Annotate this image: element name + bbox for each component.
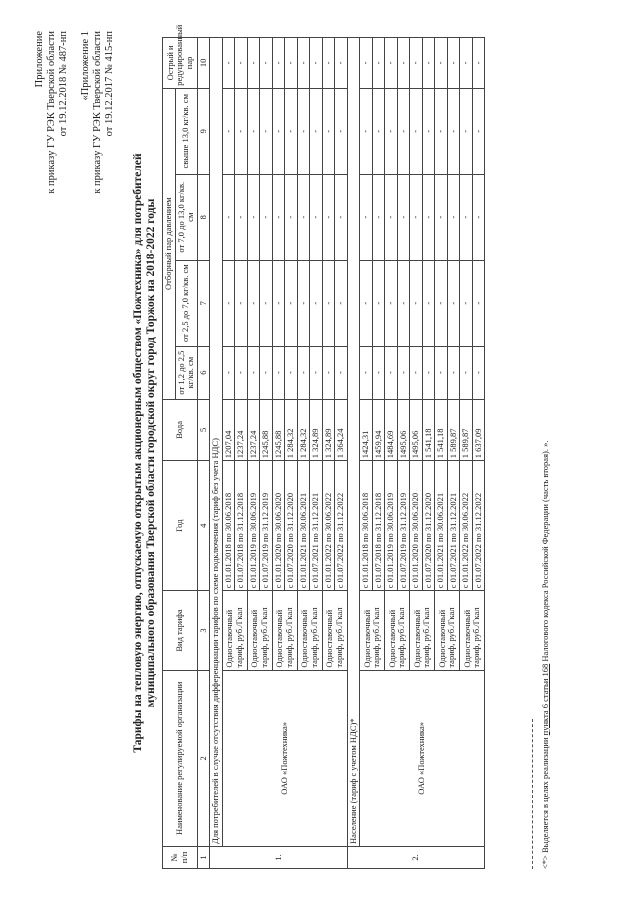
period: с 01.01.2019 по 30.06.2019 (385, 460, 398, 590)
dash-cell: - (297, 260, 310, 346)
dash-cell: - (422, 346, 435, 399)
dash-cell: - (447, 346, 460, 399)
dash-cell: - (322, 260, 335, 346)
title-line: муниципального образования Тверской области городской округ город Торжок на 2018-2022 годы (145, 198, 157, 707)
col-num: № п/п (163, 846, 198, 868)
dash-cell: - (335, 88, 348, 174)
column-number: 7 (197, 260, 210, 346)
col-steam-4: свыше 13,0 кг/кв. см (175, 88, 197, 174)
column-number: 3 (197, 590, 210, 669)
period: с 01.01.2020 по 30.06.2020 (272, 460, 285, 590)
dash-cell: - (235, 346, 248, 399)
dash-cell: - (247, 174, 260, 260)
col-acute-steam: Острый и редуцированный пар (163, 37, 198, 88)
dash-cell: - (322, 346, 335, 399)
water-value: 1237,24 (247, 399, 260, 461)
dash-cell: - (372, 88, 385, 174)
water-value: 1 541,18 (435, 399, 448, 461)
dash-cell: - (447, 174, 460, 260)
tariff-type: Одноставочный тариф, руб./Гкал (322, 590, 347, 669)
col-steam-3: от 7,0 до 13,0 кг/кв. см (175, 174, 197, 260)
footnote (540, 440, 550, 868)
dash-cell: - (335, 346, 348, 399)
dash-cell: - (447, 88, 460, 174)
dash-cell: - (272, 346, 285, 399)
water-value: 1 589,87 (447, 399, 460, 461)
dash-cell: - (322, 88, 335, 174)
dash-cell: - (410, 37, 423, 88)
appendix-line: «Приложение 1 (80, 30, 91, 100)
period: с 01.07.2021 по 31.12.2021 (447, 460, 460, 590)
appendix-line: к приказу ГУ РЭК Тверской области (92, 30, 103, 194)
dash-cell: - (422, 37, 435, 88)
dash-cell: - (297, 88, 310, 174)
dash-cell: - (410, 174, 423, 260)
tariff-type: Одноставочный тариф, руб./Гкал (410, 590, 435, 669)
dash-cell: - (322, 37, 335, 88)
appendix-line: к приказу ГУ РЭК Тверской области (46, 30, 57, 194)
dash-cell: - (410, 88, 423, 174)
dash-cell: - (335, 174, 348, 260)
tariff-type: Одноставочный тариф, руб./Гкал (460, 590, 485, 669)
col-water: Вода (163, 399, 198, 461)
dash-cell: - (310, 37, 323, 88)
dash-cell: - (235, 174, 248, 260)
period: с 01.01.2022 по 30.06.2022 (460, 460, 473, 590)
dash-cell: - (385, 346, 398, 399)
dash-cell: - (297, 174, 310, 260)
org-name: ОАО «Пожтехника» (222, 670, 347, 846)
water-value: 1 324,89 (310, 399, 323, 461)
dash-cell: - (285, 260, 298, 346)
dash-cell: - (460, 37, 473, 88)
appendix-header (34, 31, 116, 194)
period: с 01.01.2021 по 30.06.2021 (435, 460, 448, 590)
period: с 01.01.2021 по 30.06.2021 (297, 460, 310, 590)
dash-cell: - (410, 260, 423, 346)
dash-cell: - (360, 174, 373, 260)
appendix-line: Приложение (34, 30, 45, 87)
dash-cell: - (435, 88, 448, 174)
tariff-type: Одноставочный тариф, руб./Гкал (247, 590, 272, 669)
dash-cell: - (272, 174, 285, 260)
period: с 01.07.2022 по 31.12.2022 (335, 460, 348, 590)
dash-cell: - (360, 37, 373, 88)
dash-cell: - (247, 260, 260, 346)
dash-cell: - (222, 174, 235, 260)
dash-cell: - (222, 88, 235, 174)
org-name: ОАО «Пожтехника» (360, 670, 485, 846)
dash-cell: - (297, 346, 310, 399)
column-number: 9 (197, 88, 210, 174)
water-value: 1 541,18 (422, 399, 435, 461)
title-line: Тарифы на тепловую энергию, отпускаемую открытым акционерным обществом «Пожтехника» для потребителей (132, 152, 144, 753)
dash-cell: - (235, 37, 248, 88)
tariff-type: Одноставочный тариф, руб./Гкал (297, 590, 322, 669)
col-steam-group: Отборный пар давлением (163, 88, 176, 399)
water-value: 1484,69 (385, 399, 398, 461)
dash-cell: - (285, 346, 298, 399)
col-steam-2: от 2,5 до 7,0 кг/кв. см (175, 260, 197, 346)
dash-cell: - (335, 37, 348, 88)
column-number: 8 (197, 174, 210, 260)
column-number: 6 (197, 346, 210, 399)
water-value: 1 324,89 (322, 399, 335, 461)
column-number: 1 (197, 846, 210, 868)
water-value: 1 589,87 (460, 399, 473, 461)
dash-cell: - (222, 260, 235, 346)
dash-cell: - (222, 346, 235, 399)
dash-cell: - (260, 37, 273, 88)
water-value: 1237,24 (235, 399, 248, 461)
section-number: 2. (347, 846, 485, 868)
dash-cell: - (247, 88, 260, 174)
period: с 01.07.2019 по 31.12.2019 (260, 460, 273, 590)
dash-cell: - (472, 88, 485, 174)
dash-cell: - (435, 346, 448, 399)
col-org: Наименование регулируемой организации (163, 670, 198, 846)
dash-cell: - (385, 37, 398, 88)
dash-cell: - (372, 174, 385, 260)
dash-cell: - (235, 260, 248, 346)
water-value: 1 364,24 (335, 399, 348, 461)
dash-cell: - (397, 37, 410, 88)
rotated-sheet (20, 13, 620, 893)
dash-cell: - (222, 37, 235, 88)
dash-cell: - (372, 37, 385, 88)
appendix-line: от 19.12.2017 № 415-нп (104, 30, 115, 136)
water-value: 1207,04 (222, 399, 235, 461)
appendix-line: от 19.12.2018 № 487-нп (58, 30, 69, 136)
water-value: 1495,06 (397, 399, 410, 461)
water-value: 1 284,32 (285, 399, 298, 461)
dash-cell: - (435, 260, 448, 346)
dash-cell: - (472, 174, 485, 260)
dash-cell: - (397, 346, 410, 399)
dash-cell: - (422, 174, 435, 260)
dash-cell: - (372, 346, 385, 399)
section-row (210, 37, 223, 868)
dash-cell: - (272, 260, 285, 346)
period: с 01.01.2019 по 30.06.2019 (247, 460, 260, 590)
footnote-text: <*> Выделяется в целях реализации (540, 734, 550, 869)
dash-cell: - (335, 260, 348, 346)
dash-cell: - (385, 174, 398, 260)
period: с 01.07.2022 по 31.12.2022 (472, 460, 485, 590)
water-value: 1245,88 (260, 399, 273, 461)
dash-cell: - (260, 260, 273, 346)
column-number-row (197, 37, 210, 868)
dash-cell: - (472, 346, 485, 399)
dash-cell: - (385, 260, 398, 346)
dash-cell: - (285, 88, 298, 174)
dash-cell: - (397, 88, 410, 174)
column-number: 4 (197, 460, 210, 590)
dash-cell: - (435, 37, 448, 88)
period: с 01.01.2018 по 30.06.2018 (222, 460, 235, 590)
dash-cell: - (285, 37, 298, 88)
dash-cell: - (272, 37, 285, 88)
column-number: 10 (197, 37, 210, 88)
period: с 01.07.2020 по 31.12.2020 (422, 460, 435, 590)
dash-cell: - (360, 260, 373, 346)
dash-cell: - (447, 37, 460, 88)
dash-cell: - (372, 260, 385, 346)
dash-cell: - (247, 37, 260, 88)
period: с 01.01.2022 по 30.06.2022 (322, 460, 335, 590)
water-value: 1245,88 (272, 399, 285, 461)
dash-cell: - (422, 88, 435, 174)
period: с 01.07.2018 по 31.12.2018 (372, 460, 385, 590)
section-row (347, 37, 360, 868)
tariff-type: Одноставочный тариф, руб./Гкал (272, 590, 297, 669)
dash-cell: - (322, 174, 335, 260)
dash-cell: - (297, 37, 310, 88)
water-value: 1 637,09 (472, 399, 485, 461)
tariff-type: Одноставочный тариф, руб./Гкал (435, 590, 460, 669)
dash-cell: - (310, 260, 323, 346)
dash-cell: - (235, 88, 248, 174)
dash-cell: - (460, 174, 473, 260)
dash-cell: - (310, 346, 323, 399)
section-number: 1. (210, 846, 348, 868)
dash-cell: - (460, 88, 473, 174)
dash-cell: - (260, 346, 273, 399)
footnote-text-end: Налогового кодекса Российской Федерации (часть вторая). ». (540, 440, 550, 664)
dash-cell: - (310, 88, 323, 174)
table-row (222, 37, 235, 868)
water-value: 1459,94 (372, 399, 385, 461)
dash-cell: - (460, 260, 473, 346)
water-value: 1424,31 (360, 399, 373, 461)
col-year: Год (163, 460, 198, 590)
period: с 01.07.2018 по 31.12.2018 (235, 460, 248, 590)
period: с 01.01.2018 по 30.06.2018 (360, 460, 373, 590)
dash-cell: - (460, 346, 473, 399)
period: с 01.07.2019 по 31.12.2019 (397, 460, 410, 590)
tariff-type: Одноставочный тариф, руб./Гкал (360, 590, 385, 669)
dash-cell: - (260, 174, 273, 260)
footnote-link[interactable]: пункта 6 статьи 168 (540, 663, 550, 735)
tariff-table (162, 24, 485, 869)
dash-cell: - (447, 260, 460, 346)
col-type: Вид тарифа (163, 590, 198, 669)
dash-cell: - (285, 174, 298, 260)
document-title (132, 13, 158, 893)
period: с 01.01.2020 по 30.06.2020 (410, 460, 423, 590)
tariff-type: Одноставочный тариф, руб./Гкал (385, 590, 410, 669)
water-value: 1 284,32 (297, 399, 310, 461)
dash-cell: - (410, 346, 423, 399)
dash-cell: - (435, 174, 448, 260)
footnote-rule (532, 719, 533, 869)
dash-cell: - (472, 260, 485, 346)
dash-cell: - (360, 346, 373, 399)
dash-cell: - (272, 88, 285, 174)
tariff-type: Одноставочный тариф, руб./Гкал (222, 590, 247, 669)
table-row (360, 37, 373, 868)
dash-cell: - (397, 174, 410, 260)
period: с 01.07.2020 по 31.12.2020 (285, 460, 298, 590)
col-steam-1: от 1,2 до 2,5 кг/кв. см (175, 346, 197, 399)
water-value: 1495,06 (410, 399, 423, 461)
dash-cell: - (247, 346, 260, 399)
dash-cell: - (472, 37, 485, 88)
dash-cell: - (260, 88, 273, 174)
dash-cell: - (422, 260, 435, 346)
dash-cell: - (385, 88, 398, 174)
dash-cell: - (360, 88, 373, 174)
column-number: 5 (197, 399, 210, 461)
dash-cell: - (310, 174, 323, 260)
section-label: Население (тариф с учетом НДС)* (347, 37, 360, 846)
column-number: 2 (197, 670, 210, 846)
period: с 01.07.2021 по 31.12.2021 (310, 460, 323, 590)
section-label: Для потребителей в случае отсутствия дифференциации тарифов по схеме подключения (тариф без учета НДС) (210, 37, 223, 846)
dash-cell: - (397, 260, 410, 346)
